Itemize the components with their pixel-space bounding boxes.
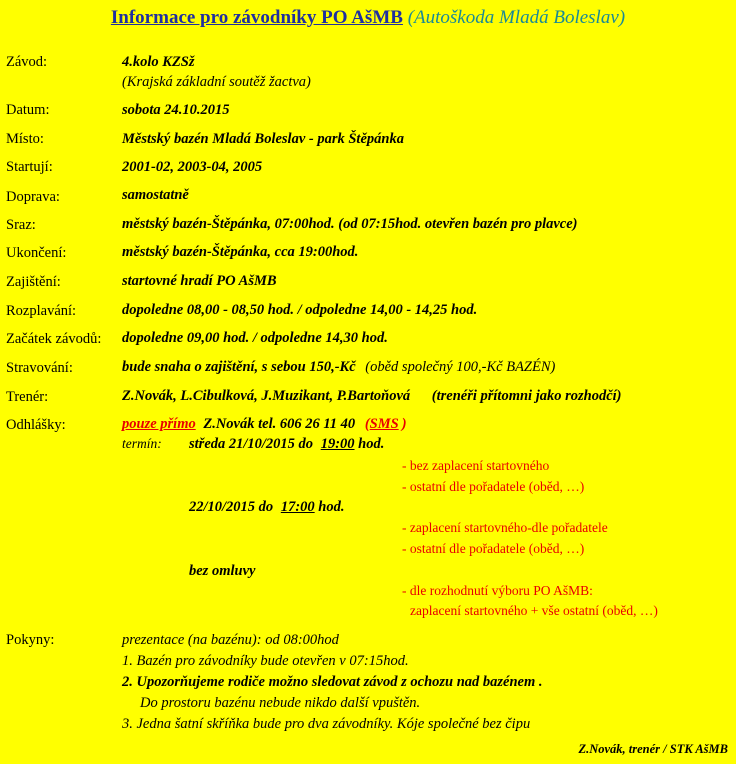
label-sraz: Sraz: (6, 217, 36, 233)
term2-prefix: 22/10/2015 do (189, 499, 274, 515)
value-zajisteni: startovné hradí PO AšMB (122, 273, 277, 289)
term1-time: 19:00 (320, 436, 355, 452)
label-doprava: Doprava: (6, 189, 60, 205)
label-odhlasky: Odhlášky: (6, 417, 66, 433)
term2-note-1: - zaplacení startovného-dle pořadatele (402, 520, 608, 535)
odhlasky-sms: SMS (369, 416, 399, 432)
odhlasky-sms-open: ( (364, 416, 370, 432)
label-datum: Datum: (6, 102, 50, 118)
odhlasky-sms-close: ) (401, 416, 407, 432)
value-trener-extra: (trenéři přítomni jako rozhodčí) (431, 388, 622, 404)
value-trener (122, 387, 622, 405)
value-misto: Městský bazén Mladá Boleslav - park Štěpánka (122, 131, 404, 147)
value-stravovani-extra: (oběd společný 100,-Kč BAZÉN) (365, 359, 556, 375)
term2-time: 17:00 (280, 499, 315, 515)
page-title (0, 6, 736, 30)
pokyny-line-1: 1. Bazén pro závodníky bude otevřen v 07:15hod. (122, 653, 409, 669)
label-zacatek: Začátek závodů: (6, 331, 102, 347)
value-zavod-detail: (Krajská základní soutěž žactva) (122, 74, 311, 90)
pokyny-line-0: prezentace (na bazénu): od 08:00hod (122, 632, 339, 648)
value-doprava: samostatně (122, 187, 189, 203)
label-rozplavani: Rozplavání: (6, 303, 77, 319)
value-sraz: městský bazén-Štěpánka, 07:00hod. (od 07:15hod. otevřen bazén pro plavce) (122, 216, 578, 232)
odhlasky-contact: Z.Novák tel. 606 26 11 40 (203, 416, 356, 432)
value-trener-names: Z.Novák, L.Cibulková, J.Muzikant, P.Bartoňová (122, 388, 411, 404)
value-stravovani-main: bude snaha o zajištění, s sebou 150,-Kč (122, 359, 356, 375)
label-zavod: Závod: (6, 54, 48, 70)
label-trener: Trenér: (6, 389, 49, 405)
term3-note-2: zaplacení startovného + vše ostatní (oběd, …) (410, 603, 658, 618)
value-stravovani (122, 358, 555, 376)
term1-note-1: - bez zaplacení startovného (402, 458, 550, 473)
title-main: Informace pro závodníky PO AšMB (110, 7, 403, 28)
term1-prefix: středa 21/10/2015 do (189, 436, 314, 452)
value-rozplavani: dopoledne 08,00 - 08,50 hod. / odpoledne 14,00 - 14,25 hod. (122, 302, 478, 318)
label-startuji: Startují: (6, 159, 53, 175)
value-startuji: 2001-02, 2003-04, 2005 (122, 159, 263, 175)
pokyny-line-4: 3. Jedna šatní skříňka bude pro dva závodníky. Kóje společné bez čipu (122, 716, 531, 732)
value-ukonceni: městský bazén-Štěpánka, cca 19:00hod. (122, 244, 359, 260)
term1 (189, 435, 384, 453)
signature: Z.Novák, trenér / STK AšMB (578, 742, 728, 756)
value-zavod: 4.kolo KZSž (122, 54, 195, 70)
title-subtitle: (Autoškoda Mladá Boleslav) (407, 7, 626, 28)
label-stravovani: Stravování: (6, 360, 73, 376)
term1-suffix: hod. (358, 436, 385, 452)
label-ukonceni: Ukončení: (6, 245, 67, 261)
term2 (189, 498, 344, 516)
value-datum: sobota 24.10.2015 (122, 102, 230, 118)
term2-note-2: - ostatní dle pořadatele (oběd, …) (402, 541, 585, 556)
term-label: termín: (122, 436, 162, 451)
label-misto: Místo: (6, 131, 44, 147)
term3: bez omluvy (189, 563, 256, 579)
label-pokyny: Pokyny: (6, 632, 55, 648)
label-zajisteni: Zajištění: (6, 274, 61, 290)
pokyny-line-2: 2. Upozorňujeme rodiče možno sledovat závod z ochozu nad bazénem . (122, 674, 543, 690)
term3-note-1: - dle rozhodnutí výboru PO AšMB: (402, 583, 593, 598)
value-odhlasky (122, 415, 407, 433)
term1-note-2: - ostatní dle pořadatele (oběd, …) (402, 479, 585, 494)
odhlasky-direct: pouze přímo (122, 416, 196, 432)
term2-suffix: hod. (318, 499, 345, 515)
value-zacatek: dopoledne 09,00 hod. / odpoledne 14,30 hod. (122, 330, 388, 346)
pokyny-line-3: Do prostoru bazénu nebude nikdo další vpuštěn. (140, 695, 421, 711)
